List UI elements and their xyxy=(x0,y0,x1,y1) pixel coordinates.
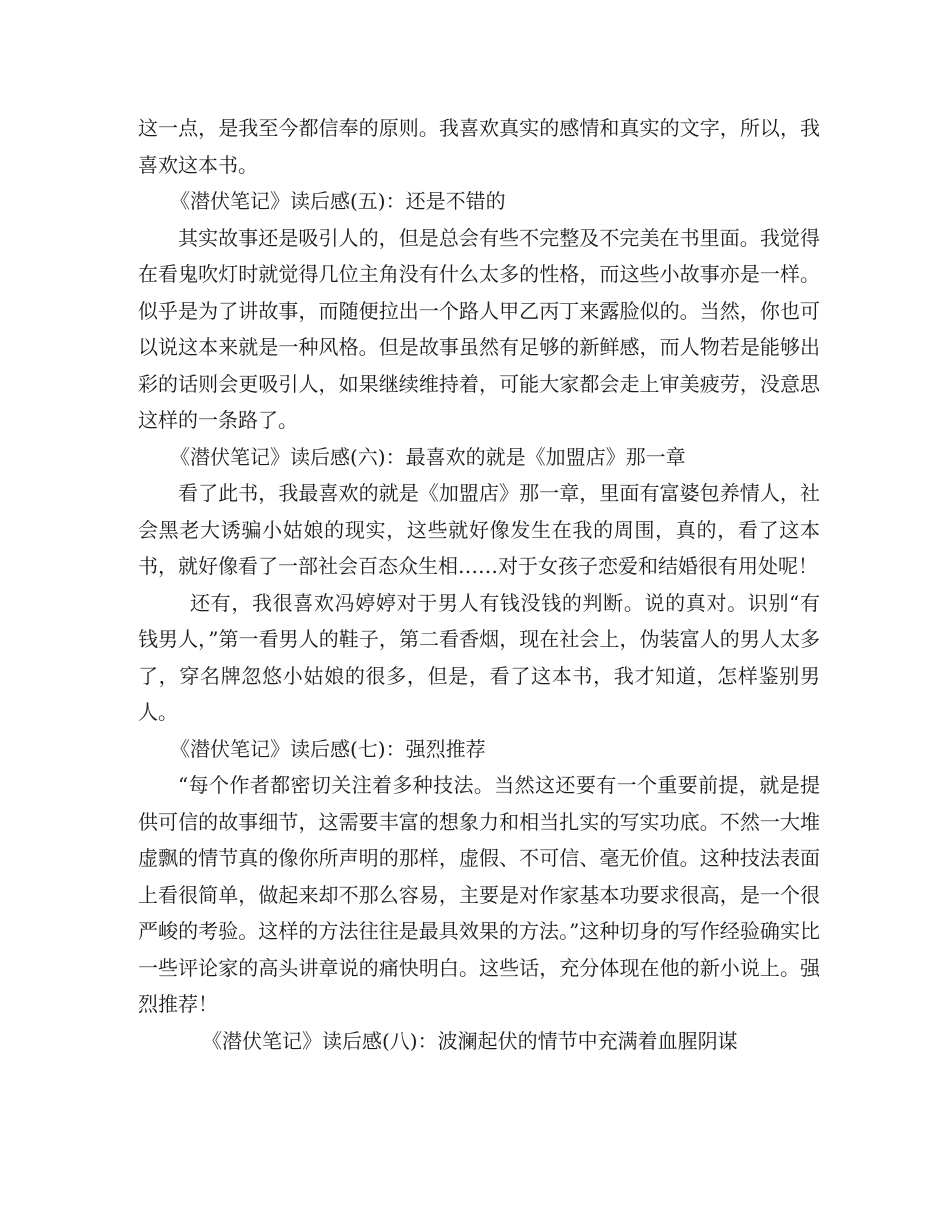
paragraph-continuation: 这一点，是我至今都信奉的原则。我喜欢真实的感情和真实的文字，所以，我喜欢这本书。 xyxy=(138,116,820,177)
section-heading-6: 《潜伏笔记》读后感(六)：最喜欢的就是《加盟店》那一章 xyxy=(170,444,686,469)
document-page xyxy=(138,110,820,1059)
paragraph: 看了此书，我最喜欢的就是《加盟店》那一章，里面有富婆包养情人，社会黑老大诱骗小姑娘的现实，这些就好像发生在我的周围，真的，看了这本书，就好像看了一部社会百态众生相……对于女孩子恋爱和结婚很有用处呢！ xyxy=(138,481,820,578)
paragraph: 还有，我很喜欢冯婷婷对于男人有钱没钱的判断。说的真对。识别“有钱男人，”第一看男人的鞋子，第二看香烟，现在社会上，伪装富人的男人太多了，穿名牌忽悠小姑娘的很多，但是，看了这本书，我才知道，怎样鉴别男人。 xyxy=(138,590,820,724)
paragraph: “每个作者都密切关注着多种技法。当然这还要有一个重要前提，就是提供可信的故事细节，这需要丰富的想象力和相当扎实的写实功底。不然一大堆虚飘的情节真的像你所声明的那样，虚假、不可信、毫无价值。这种技法表面上看很简单，做起来却不那么容易，主要是对作家基本功要求很高，是一个很严峻的考验。这样的方法往往是最具效果的方法。”这种切身的写作经验确实比一些评论家的高头讲章说的痛快明白。这些话，充分体现在他的新小说上。强烈推荐！ xyxy=(138,773,820,1016)
paragraph: 其实故事还是吸引人的，但是总会有些不完整及不完美在书里面。我觉得在看鬼吹灯时就觉得几位主角没有什么太多的性格，而这些小故事亦是一样。似乎是为了讲故事，而随便拉出一个路人甲乙丙丁来露脸似的。当然，你也可以说这本来就是一种风格。但是故事虽然有足够的新鲜感，而人物若是能够出彩的话则会更吸引人，如果继续维持着，可能大家都会走上审美疲劳，没意思这样的一条路了。 xyxy=(138,225,820,432)
section-heading-8: 《潜伏笔记》读后感(八)：波澜起伏的情节中充满着血腥阴谋 xyxy=(202,1028,738,1053)
section-heading-7: 《潜伏笔记》读后感(七)：强烈推荐 xyxy=(170,736,486,761)
section-heading-5: 《潜伏笔记》读后感(五)：还是不错的 xyxy=(170,189,506,213)
